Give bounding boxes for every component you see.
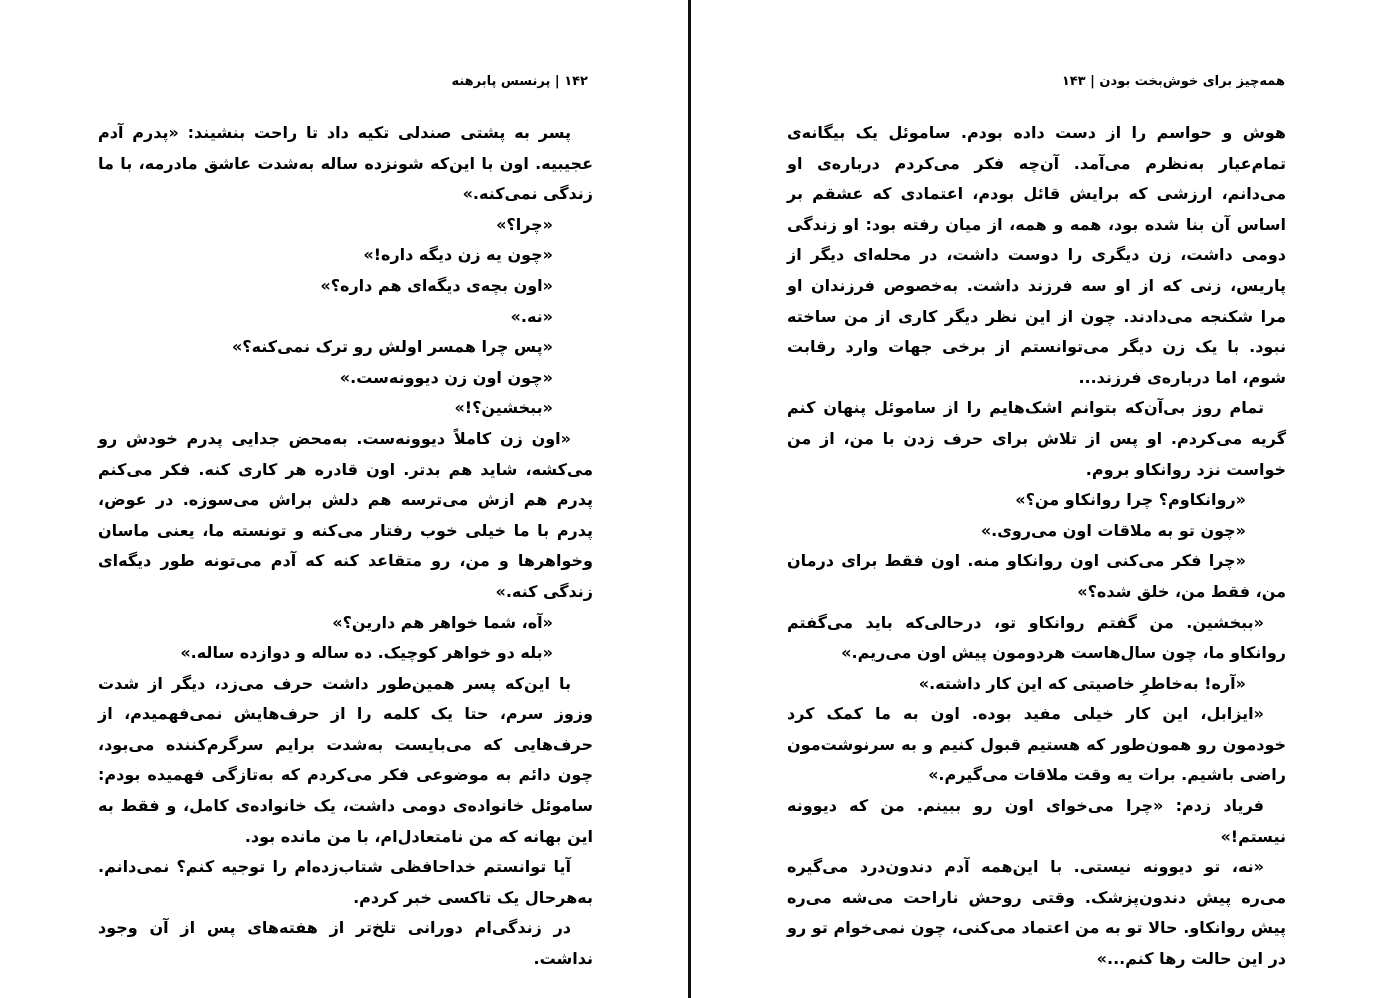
paragraph: در زندگی‌ام دورانی تلخ‌تر از هفته‌های پس از آن وجود نداشت. [98,918,593,969]
paragraph: «ایزابل، این کار خیلی مفید بوده. اون به ما کمک کرد خودمون رو همون‌طور که هستیم قبول کنیم و به سرنوشت‌مون راضی باشیم. برات یه وقت ملاقات می‌گیرم.» [787,704,1286,785]
paragraph: «پس چرا همسر اولش رو ترک نمی‌کنه؟» [231,337,553,357]
paragraph: «روانکاوم؟ چرا روانکاو من؟» [1015,490,1246,510]
paragraph: «آه، شما خواهر هم دارین؟» [332,612,553,632]
paragraph: هوش و حواسم را از دست داده بودم. ساموئل یک بیگانه‌ی تمام‌عیار به‌نظرم می‌آمد. آن‌چه فکر می‌کردم درباره‌ی او می‌دانم، ارزشی که برایش قائل بودم، اعتمادی که عشقم بر اساس آن بنا شده بود، همه و همه، از میان رفته بود: او زندگی دومی داشت، زن دیگری را دوست داشت، در محله‌ای دیگر از پاریس، زنی که از او سه فرزند داشت. به‌خصوص فرزندان او مرا شکنجه می‌دادند. چون از این نظر دیگر کاری از من ساخته نبود. با یک زن دیگر می‌توانستم از برخی جهات وارد رقابت شوم، اما درباره‌ی فرزند... [787,123,1286,387]
paragraph: «چرا؟» [496,214,553,234]
paragraph: «نه، تو دیوونه نیستی. با این‌همه آدم دندون‌درد می‌گیره می‌ره پیش دندون‌پزشک. وقتی روحش ناراحت می‌شه می‌ره پیش روانکاو. حالا تو به من اعتماد می‌کنی، چون نمی‌خوام تو رو در این حالت رها کنم...» [787,857,1286,969]
paragraph: «آره! به‌خاطرِ خاصیتی که این کار داشته.» [918,673,1246,693]
paragraph: «نه.» [510,306,553,326]
left-page [0,0,688,998]
paragraph: پسر به پشتی صندلی تکیه داد تا راحت بنشیند: «پدرم آدم عجیبیه. اون با این‌که شونزده ساله به‌شدت عاشق مادرمه، با ما زندگی نمی‌کنه.» [98,123,593,204]
paragraph: «چون یه زن دیگه داره!» [363,245,553,265]
left-page-body [98,118,593,975]
paragraph: «ببخشین؟!» [454,398,553,418]
paragraph: «بله دو خواهر کوچیک. ده ساله و دوازده ساله.» [180,643,553,663]
paragraph: تمام روز بی‌آن‌که بتوانم اشک‌هایم را از ساموئل پنهان کنم گریه می‌کردم. او پس از تلاش برای حرف زدن با من، از من خواست نزد روانکاو بروم. [787,398,1286,479]
right-page-header: همه‌چیز برای خوش‌بخت بودن | ۱۴۳ [1061,74,1285,89]
paragraph: «ببخشین. من گفتم روانکاو تو، درحالی‌که باید می‌گفتم روانکاو ما، چون سال‌هاست هردومون پیش اون می‌ریم.» [787,612,1286,663]
paragraph: «چرا فکر می‌کنی اون روانکاو منه. اون فقط برای درمان من، فقط من، خلق شده؟» [787,551,1286,601]
paragraph: فریاد زدم: «چرا می‌خوای اون رو ببینم. من که دیوونه نیستم!» [787,796,1286,846]
book-spine-divider [688,0,691,998]
paragraph: آیا توانستم خداحافظی شتاب‌زده‌ام را توجیه کنم؟ نمی‌دانم. به‌هرحال یک تاکسی خبر کردم. [98,857,593,907]
left-page-header: ۱۴۲ | پرنسس پابرهنه [451,74,588,89]
right-page [692,0,1381,998]
paragraph: «چون تو به ملاقات اون می‌روی.» [980,520,1246,540]
paragraph: «چون اون زن دیوونه‌ست.» [339,367,553,387]
paragraph: با این‌که پسر همین‌طور داشت حرف می‌زد، دیگر از شدت وزوز سرم، حتا یک کلمه را از حرف‌هایش نمی‌فهمیدم، از حرف‌هایی که می‌بایست به‌شدت برایم سرگرم‌کننده می‌بود، چون دائم به موضوعی فکر می‌کردم که به‌تازگی فهمیده بودم: ساموئل خانواده‌ی دومی داشت، یک خانواده‌ی کامل، و فقط به این بهانه که من نامتعادل‌ام، با من مانده بود. [98,673,593,846]
paragraph: «اون بچه‌ی دیگه‌ای هم داره؟» [320,275,553,295]
right-page-body [787,118,1286,975]
paragraph: «اون زن کاملاً دیوونه‌ست. به‌محض جدایی پدرم خودش رو می‌کشه، شاید هم بدتر. اون قادره هر کاری کنه. فکر می‌کنم پدرم هم ازش می‌ترسه هم دلش براش می‌سوزه. در عوض، پدرم با ما خیلی خوب رفتار می‌کنه و تونسته ما، یعنی ماسان وخواهرها و من، رو متقاعد کنه که آدم می‌تونه طور دیگه‌ای زندگی کنه.» [98,428,593,601]
